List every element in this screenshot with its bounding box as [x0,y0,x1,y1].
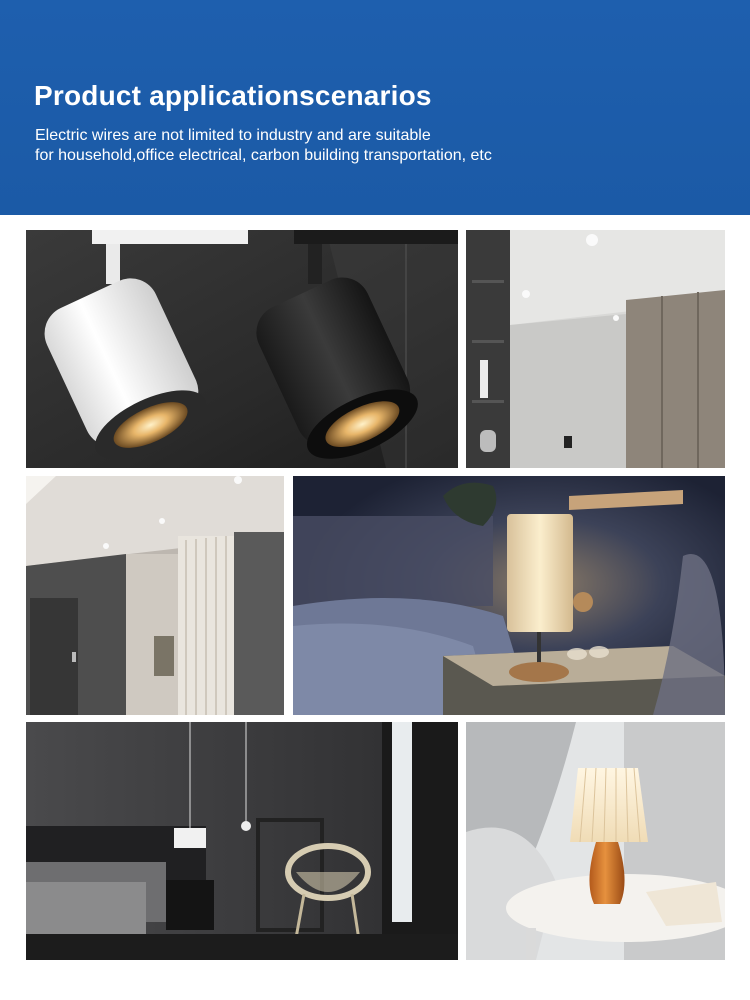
hallway-room-image [26,476,284,715]
track-spotlights-image [26,230,458,468]
wardrobe-room-image [466,230,725,468]
dark-bedroom-image [26,722,458,960]
page-title: Product applicationscenarios [34,80,432,111]
pleated-table-lamp-image [466,722,725,960]
hero-banner [0,0,750,215]
bedside-table-lamp-image [293,476,725,715]
page-subtitle [35,126,492,166]
subtitle-line-1: Electric wires are not limited to industry and are suitable [35,127,431,144]
subtitle-line-2: for household,office electrical, carbon building transportation, etc [35,147,492,164]
